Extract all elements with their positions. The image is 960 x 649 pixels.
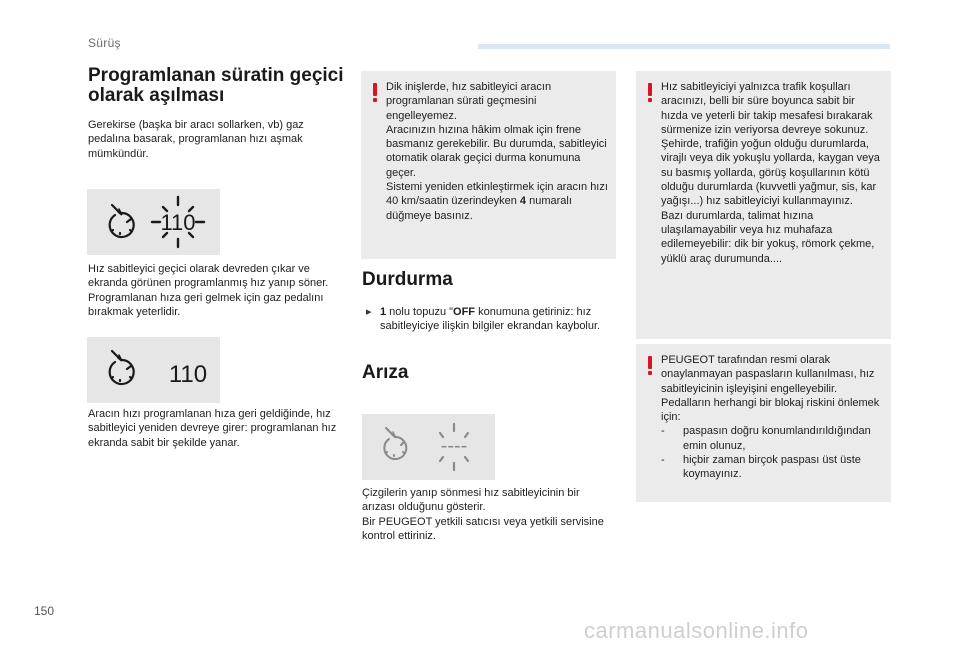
header-bar: [478, 44, 890, 49]
warning-exclamation-icon: [371, 83, 379, 102]
warning-box-floor-mats: [636, 344, 891, 502]
watermark: carmanualsonline.info: [584, 618, 809, 643]
section-header: Sürüş: [88, 36, 121, 50]
mats-intro: PEUGEOT tarafından resmi olarak onaylanmayan paspasların kullanılması, hız sabitleyicinin işleyişini engelleyebilir. Pedalların herhangi bir blokaj riskini önlemek için:: [661, 354, 880, 424]
cruise-control-icon: [384, 428, 406, 459]
mats-item-1: - paspasın doğru konumlandırıldığından emin olunuz,: [661, 425, 871, 452]
warning-line-2: Aracınızın hızına hâkim olmak için frene basmanız gerekebilir. Bu durumda, sabitleyici otomatik olarak geçici durma konumuna geçer.: [386, 123, 607, 179]
section-title-stop: Durdurma: [362, 269, 453, 290]
fault-line-2: Bir PEUGEOT yetkili satıcısı veya yetkili servisine kontrol ettiriniz.: [362, 515, 604, 542]
display-image-steady: [87, 337, 220, 403]
usage-line-2: Şehirde, trafiğin yoğun olduğu durumlarda, virajlı veya dik yokuşlu yollarda, kaygan veya su basmış yollarda, görüş koşullarının kötü olduğu durumlarda (kuvvetli yağmur, sis, kar yağışı...) hız sabitleyiciyi kullanmayınız.: [661, 138, 880, 208]
warning-box-usage: [636, 71, 891, 339]
fault-line-1: Çizgilerin yanıp sönmesi hız sabitleyicinin bir arızası olduğunu gösterir.: [362, 487, 580, 514]
warning-exclamation-icon: [646, 83, 654, 102]
section-title-fault: Arıza: [362, 362, 409, 383]
page-title: Programlanan süratin geçici olarak aşılması: [88, 65, 344, 106]
paragraph-2-line-2: Programlanan hıza geri gelmek için gaz pedalını bırakmak yeterlidir.: [88, 291, 324, 318]
paragraph-3: Aracın hızı programlanan hıza geri geldiğinde, hız sabitleyici yeniden devreye girer: programlanan hız ekranda sabit bir şekilde yanar.: [88, 408, 337, 449]
warning-exclamation-icon: [646, 356, 654, 375]
stop-instruction: ▸ 1 nolu topuzu "OFF konumuna getiriniz: hız sabitleyiciye ilişkin bilgiler ekrandan kaybolur.: [366, 306, 601, 333]
warning-line-1: Dik inişlerde, hız sabitleyici aracın programlanan sürati geçmesini engelleyemez.: [386, 81, 552, 122]
warning-line-3: Sistemi yeniden etkinleştirmek için aracın hızı 40 km/saatin üzerindeyken 4 numaralı düğmeye basınız.: [386, 181, 608, 222]
speed-limiter-steady-display: [87, 337, 220, 403]
speed-limiter-fault-display: [362, 414, 495, 480]
paragraph-2: [88, 262, 338, 319]
paragraph-2-line-1: Hız sabitleyici geçici olarak devreden çıkar ve ekranda görünen programlanmış hız yanıp söner.: [88, 263, 329, 290]
speed-limiter-flashing-display: [87, 189, 220, 255]
usage-line-3: Bazı durumlarda, talimat hızına ulaşılamayabilir veya hız muhafaza edilemeyebilir: dik bir yokuş, römork çekme, yüklü araç durumunda....: [661, 209, 875, 265]
intro-paragraph: Gerekirse (başka bir aracı sollarken, vb) gaz pedalına basarak, programlanan hızı aşmak mümkündür.: [88, 119, 304, 160]
mats-item-2: - hiçbir zaman birçok paspası üst üste koymayınız.: [661, 454, 861, 481]
display1-value: 110: [160, 210, 196, 235]
display3-value: ----: [440, 435, 468, 457]
page-number: 150: [34, 604, 55, 618]
display-image-flashing: [87, 189, 220, 255]
display-image-fault: [362, 414, 495, 480]
display2-value: 110: [168, 361, 208, 388]
cruise-control-icon: [110, 205, 134, 237]
usage-line-1: Hız sabitleyiciyi yalnızca trafik koşulları aracınızı, belli bir süre boyunca sabit bir hızda ve yeterli bir takip mesafesi bırakarak sürmenize izin veriyorsa devreye sokunuz.: [661, 81, 873, 136]
warning-box-descent: [361, 71, 616, 259]
arrow-bullet-icon: ▸: [366, 306, 372, 318]
cruise-control-icon: [110, 351, 134, 384]
fault-paragraph: [362, 486, 612, 543]
